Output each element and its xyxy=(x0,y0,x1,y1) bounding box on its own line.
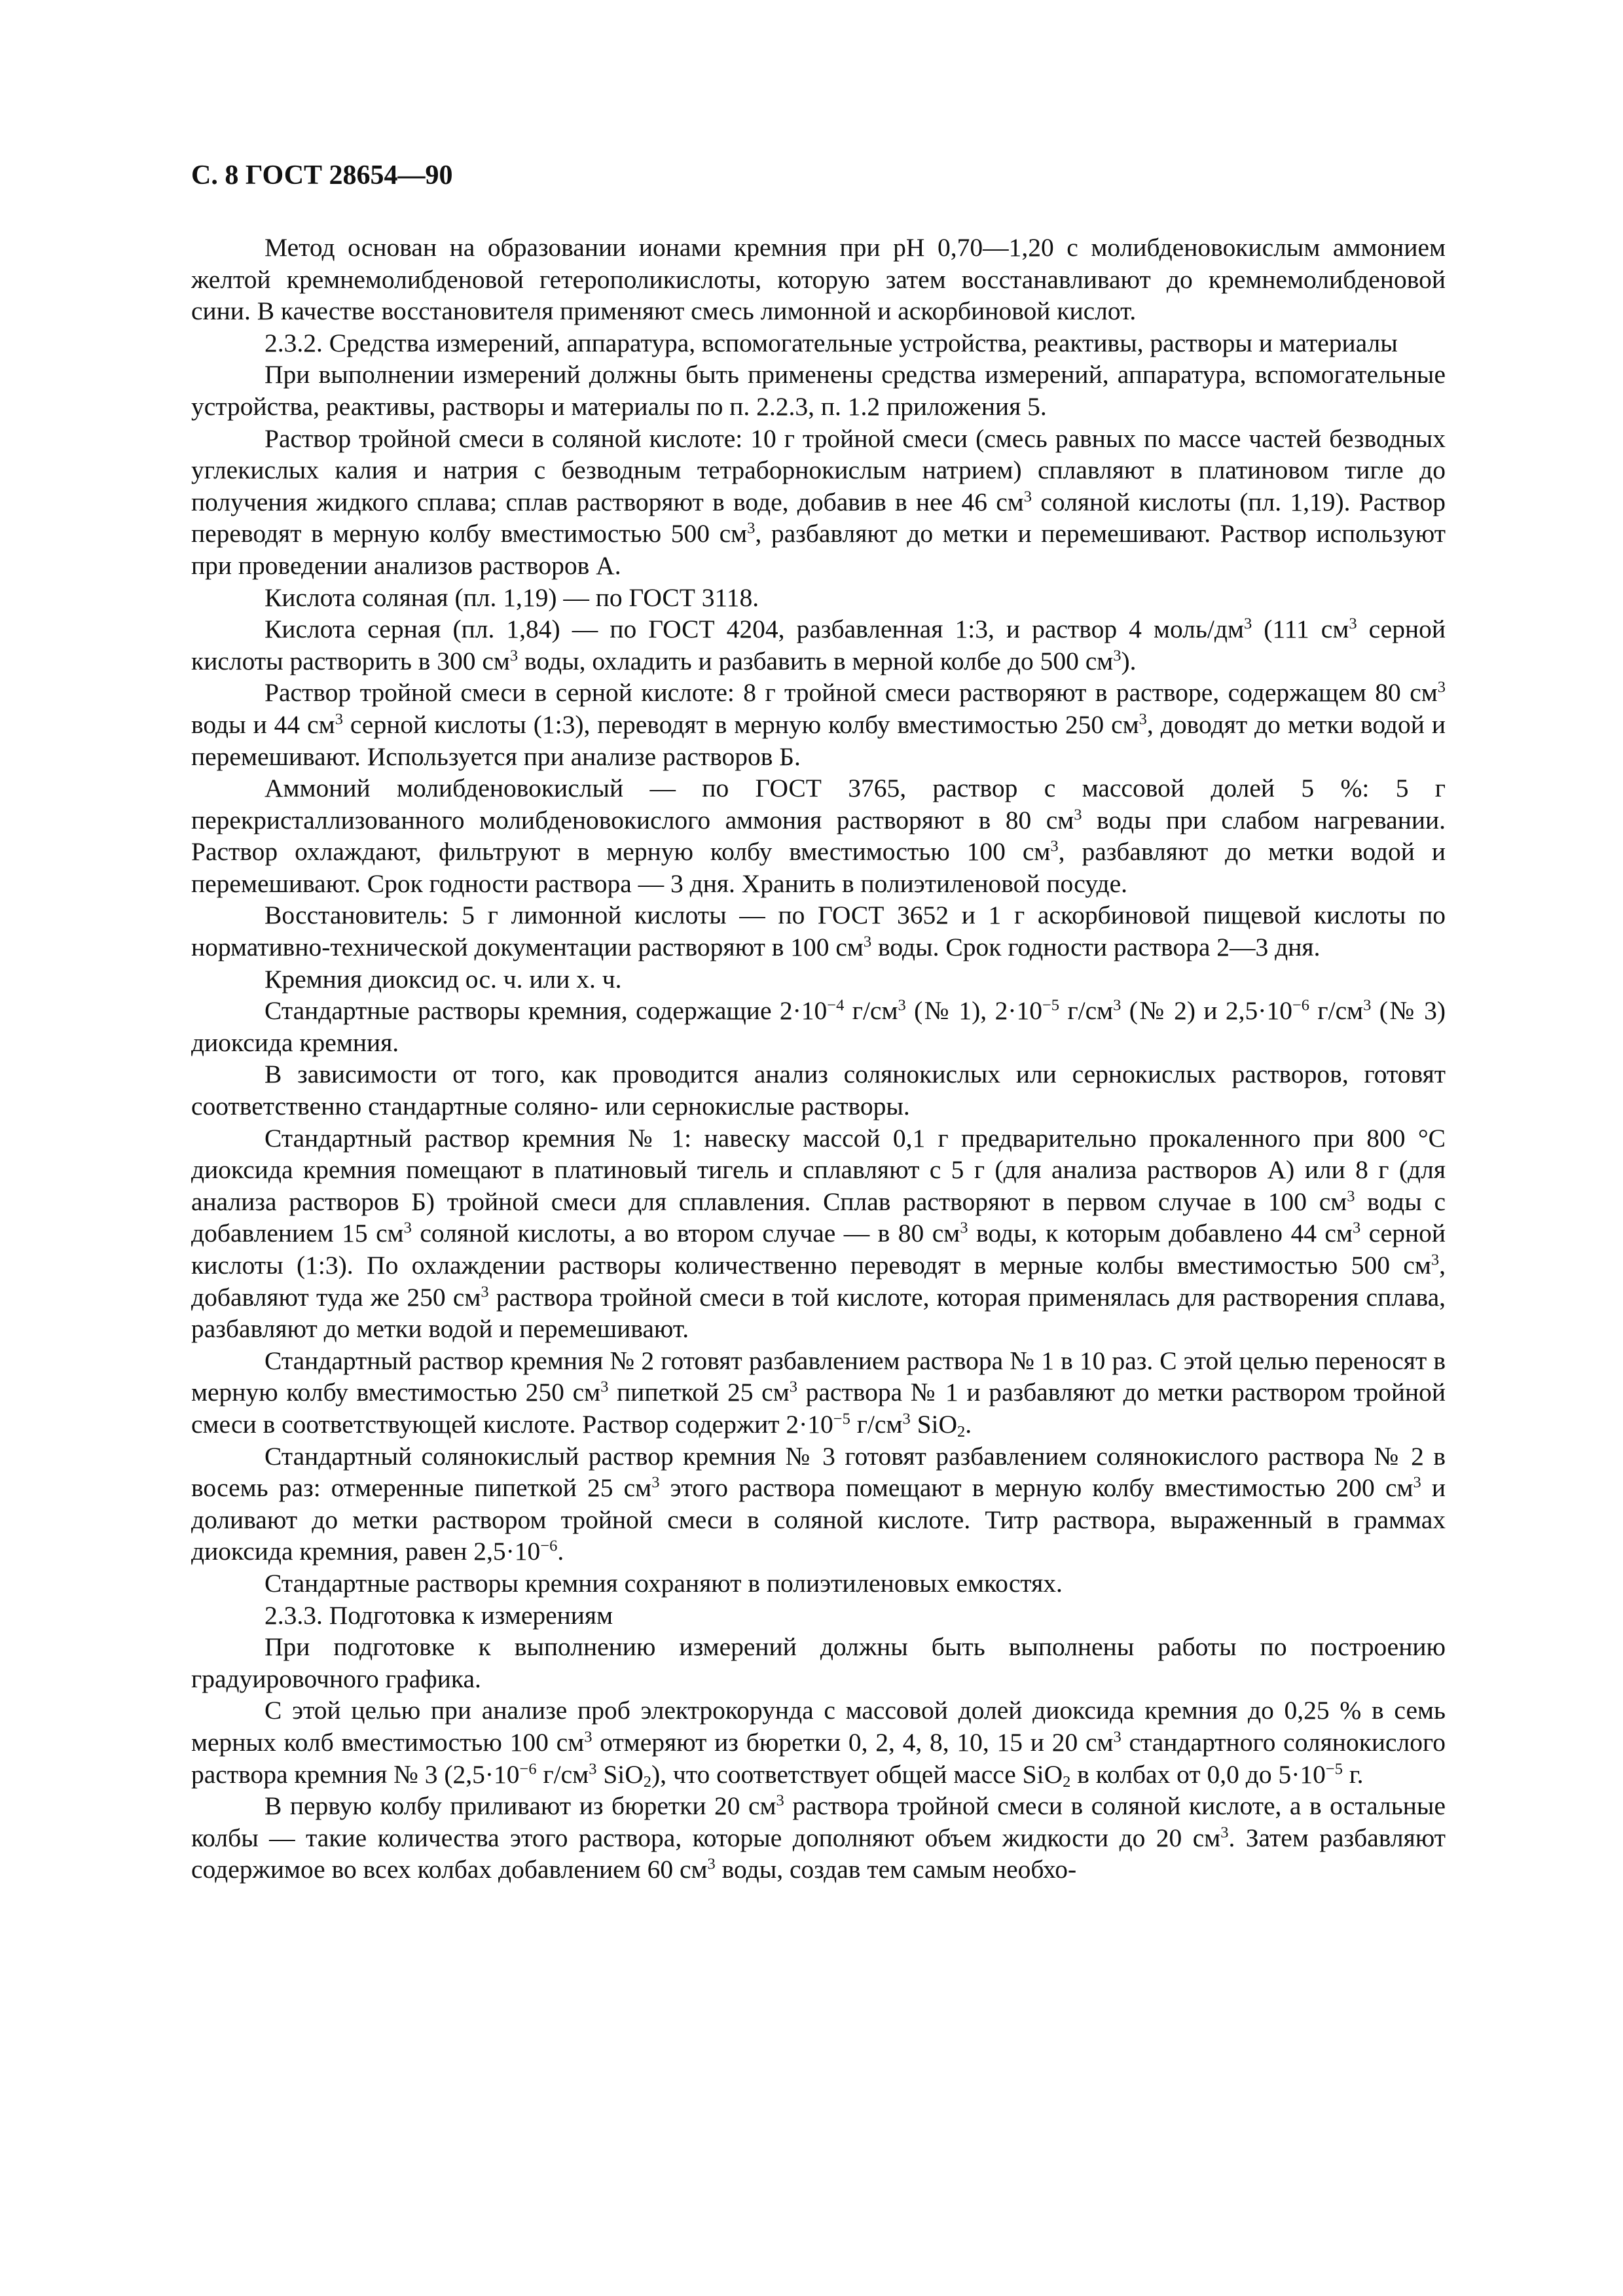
document-body xyxy=(191,232,1446,1886)
paragraph: 2.3.2. Средства измерений, аппаратура, вспомогательные устройства, реактивы, растворы и материалы xyxy=(264,328,1398,357)
paragraph: Стандартный раствор кремния № 2 готовят разбавлением раствора № 1 в 10 раз. С этой целью переносят в мерную колбу вместимостью 250 $см^3$ пипеткой 25 $см^3$ раствора № 1 и разбавляют до метки раствором тройной смеси в соответствующей кислоте. Раствор содержит $2\cdot 10^{-5}$ $г/см^3$ SiO$_2$. xyxy=(191,1346,1446,1441)
document-page xyxy=(191,160,1446,1886)
paragraph: При подготовке к выполнению измерений должны быть выполнены работы по построению градуировочного графика. xyxy=(191,1632,1446,1693)
paragraph: Кислота серная (пл. 1,84) — по ГОСТ 4204, разбавленная 1:3, и раствор 4 моль/$дм^3$ (111 $см^3$ серной кислоты растворить в 300 $см^3$ воды, охладить и разбавить в мерной колбе до 500 $см^3$). xyxy=(191,615,1446,675)
paragraph: Стандартные растворы кремния сохраняют в полиэтиленовых емкостях. xyxy=(264,1568,1063,1598)
paragraph: Аммоний молибденовокислый — по ГОСТ 3765, раствор с массовой долей 5 %: 5 г перекристаллизованного молибденовокислого аммония растворяют в 80 $см^3$ воды при слабом нагревании. Раствор охлаждают, фильтруют в мерную колбу вместимостью 100 $см^3$, разбавляют до метки водой и перемешивают. Срок годности раствора — 3 дня. Хранить в полиэтиленовой посуде. xyxy=(191,774,1446,898)
paragraph: Стандартный раствор кремния № 1: навеску массой 0,1 г предварительно прокаленного при 800 °С диоксида кремния помещают в платиновый тигель и сплавляют с 5 г (для анализа растворов А) или 8 г (для анализа растворов Б) тройной смеси для сплавления. Сплав растворяют в первом случае в 100 $см^3$ воды с добавлением 15 $см^3$ соляной кислоты, а во втором случае — в 80 $см^3$ воды, к которым добавлено 44 $см^3$ серной кислоты (1:3). По охлаждении растворы количественно переводят в мерные колбы вместимостью 500 $см^3$, добавляют туда же 250 $см^3$ раствора тройной смеси в той кислоте, которая применялась для растворения сплава, разбавляют до метки водой и перемешивают. xyxy=(191,1123,1446,1344)
paragraph: Кислота соляная (пл. 1,19) — по ГОСТ 3118. xyxy=(264,583,759,612)
paragraph: Стандартные растворы кремния, содержащие $2\cdot 10^{-4}$ $г/см^3$ (№ 1), $2\cdot 10^{-5}$ $г/см^3$ (№ 2) и $2,5\cdot 10^{-6}$ $г/см^3$ (№ 3) диоксида кремния. xyxy=(191,996,1446,1057)
paragraph: С этой целью при анализе проб электрокорунда с массовой долей диоксида кремния до 0,25 % в семь мерных колб вместимостью 100 $см^3$ отмеряют из бюретки 0, 2, 4, 8, 10, 15 и 20 $см^3$ стандартного солянокислого раствора кремния № 3 ($2,5\cdot 10^{-6}$ $г/см^3$ SiO$_2$), что соответствует общей массе SiO$_2$ в колбах от 0,0 до $5\cdot 10^{-5}$ г. xyxy=(191,1696,1446,1791)
page-header: С. 8 ГОСТ 28654—90 xyxy=(191,160,453,190)
paragraph: Раствор тройной смеси в соляной кислоте: 10 г тройной смеси (смесь равных по массе частей безводных углекислых калия и натрия с безводным тетраборнокислым натрием) сплавляют в платиновом тигле до получения жидкого сплава; сплав растворяют в воде, добавив в нее 46 $см^3$ соляной кислоты (пл. 1,19). Раствор переводят в мерную колбу вместимостью 500 $см^3$, разбавляют до метки и перемешивают. Раствор используют при проведении анализов растворов А. xyxy=(191,423,1446,580)
paragraph: При выполнении измерений должны быть применены средства измерений, аппаратура, вспомогательные устройства, реактивы, растворы и материалы по п. 2.2.3, п. 1.2 приложения 5. xyxy=(191,360,1446,421)
paragraph: 2.3.3. Подготовка к измерениям xyxy=(264,1600,613,1630)
paragraph: Метод основан на образовании ионами кремния при pH 0,70—1,20 с молибденовокислым аммонием желтой кремнемолибденовой гетерополикислоты, которую затем восстанавливают до кремнемолибденовой сини. В качестве восстановителя применяют смесь лимонной и аскорбиновой кислот. xyxy=(191,233,1446,326)
paragraph: В первую колбу приливают из бюретки 20 $см^3$ раствора тройной смеси в соляной кислоте, а в остальные колбы — такие количества этого раствора, которые дополняют объем жидкости до 20 $см^3$. Затем разбавляют содержимое во всех колбах добавлением 60 $см^3$ воды, создав тем самым необхо- xyxy=(191,1791,1446,1884)
paragraph: В зависимости от того, как проводится анализ солянокислых или сернокислых растворов, готовят соответственно стандартные соляно- или сернокислые растворы. xyxy=(191,1060,1446,1121)
paragraph: Стандартный солянокислый раствор кремния № 3 готовят разбавлением солянокислого раствора № 2 в восемь раз: отмеренные пипеткой 25 $см^3$ этого раствора помещают в мерную колбу вместимостью 200 $см^3$ и доливают до метки раствором тройной смеси в соляной кислоте. Титр раствора, выраженный в граммах диоксида кремния, равен $2,5\cdot 10^{-6}$. xyxy=(191,1441,1446,1566)
paragraph: Восстановитель: 5 г лимонной кислоты — по ГОСТ 3652 и 1 г аскорбиновой пищевой кислоты по нормативно-технической документации растворяют в 100 $см^3$ воды. Срок годности раствора 2—3 дня. xyxy=(191,901,1446,962)
paragraph: Кремния диоксид ос. ч. или х. ч. xyxy=(264,964,622,994)
paragraph: Раствор тройной смеси в серной кислоте: 8 г тройной смеси растворяют в растворе, содержащем 80 $см^3$ воды и 44 $см^3$ серной кислоты (1:3), переводят в мерную колбу вместимостью 250 $см^3$, доводят до метки водой и перемешивают. Используется при анализе растворов Б. xyxy=(191,678,1446,771)
